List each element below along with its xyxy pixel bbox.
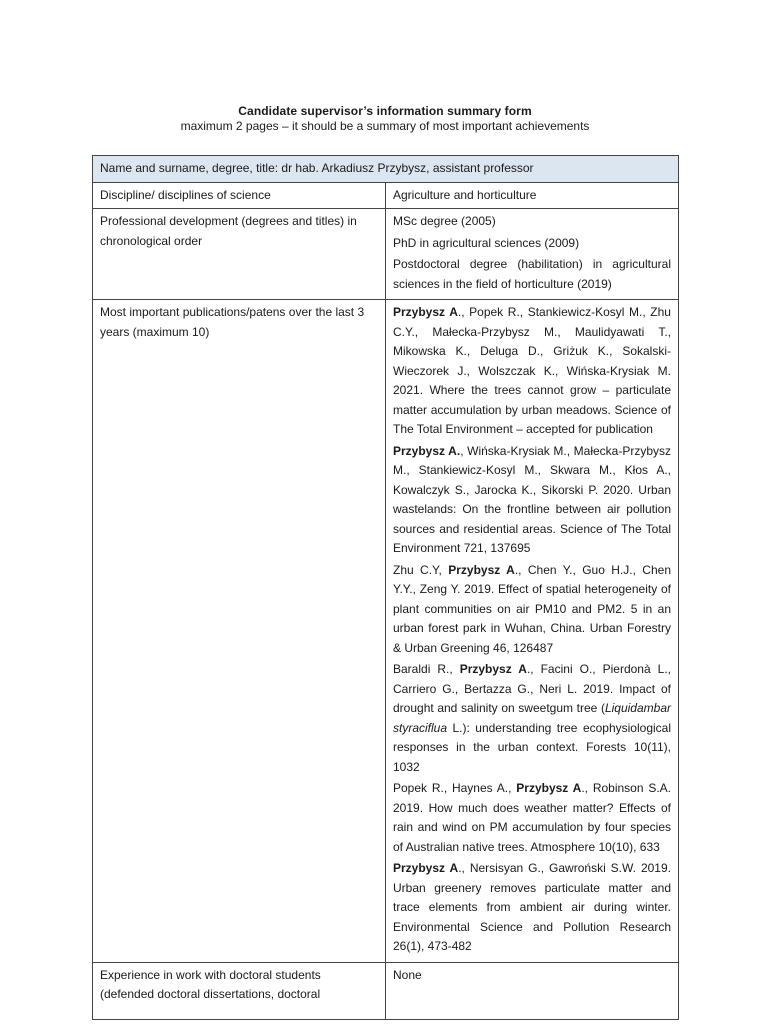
author-highlight: Przybysz A	[393, 305, 458, 319]
author-highlight: Przybysz A	[459, 662, 527, 676]
header-row	[93, 156, 679, 183]
publication-entry: Popek R., Haynes A., Przybysz A., Robinson S.A. 2019. How much does weather matter? Effects of rain and wind on PM accumulation by four species of Australian native trees. Atmosphere 10(10), 633	[393, 781, 671, 854]
document-subtitle: maximum 2 pages – it should be a summary of most important achievements	[180, 119, 590, 133]
discipline-row	[93, 182, 679, 209]
doctoral-row	[93, 962, 679, 1019]
doctoral-label: Experience in work with doctoral students (defended doctoral dissertations, doctoral	[93, 962, 386, 1019]
publications-row	[93, 300, 679, 963]
development-label: Professional development (degrees and titles) in chronological order	[93, 209, 386, 300]
summary-form-table	[92, 155, 679, 1020]
publication-entry: Przybysz A., Nersisyan G., Gawroński S.W. 2019. Urban greenery removes particulate matter and trace elements from ambient air during winter. Environmental Science and Pollution Research 26(1), 473-482	[393, 861, 671, 953]
name-degree-title-cell: Name and surname, degree, title: dr hab. Arkadiusz Przybysz, assistant professor	[93, 156, 679, 183]
discipline-value: Agriculture and horticulture	[386, 182, 679, 209]
development-item: Postdoctoral degree (habilitation) in agricultural sciences in the field of horticulture (2019)	[393, 257, 671, 291]
development-value	[386, 209, 679, 300]
publications-label: Most important publications/patens over the last 3 years (maximum 10)	[93, 300, 386, 963]
document-title: Candidate supervisor’s information summary form	[238, 104, 532, 118]
doctoral-value: None	[386, 962, 679, 1019]
publication-entry: Przybysz A., Wińska-Krysiak M., Małecka-Przybysz M., Stankiewicz-Kosyl M., Skwara M., Kłos A., Kowalczyk S., Jarocka K., Sikorski P. 2020. Urban wastelands: On the frontline between air pollution sources and residential areas. Science of The Total Environment 721, 137695	[393, 443, 672, 555]
development-item: PhD in agricultural sciences (2009)	[393, 235, 580, 250]
title-block	[0, 104, 770, 134]
author-highlight: Przybysz A.	[393, 443, 461, 458]
publications-list	[386, 300, 679, 963]
development-row	[93, 209, 679, 300]
author-highlight: Przybysz A	[516, 781, 582, 795]
author-highlight: Przybysz A	[448, 562, 515, 577]
discipline-label: Discipline/ disciplines of science	[93, 182, 386, 209]
publication-entry: Przybysz A., Popek R., Stankiewicz-Kosyl M., Zhu C.Y., Małecka-Przybysz M., Maulidyawati T., Mikowska K., Deluga D., Griżuk K., Sokalski-Wieczorek J., Wolszczak K., Wińska-Krysiak M. 2021. Where the trees cannot grow – particulate matter accumulation by urban meadows. Science of The Total Environment – accepted for publication	[393, 305, 671, 436]
species-name: Liquidambar styraciflua	[393, 701, 671, 735]
author-highlight: Przybysz A	[393, 861, 459, 875]
development-item: MSc degree (2005)	[393, 214, 496, 228]
publication-entry: Baraldi R., Przybysz A., Facini O., Pierdonà L., Carriero G., Bertazza G., Neri L. 2019. Impact of drought and salinity on sweetgum tree (Liquidambar styraciflua L.): understanding tree ecophysiological responses in the urban context. Forests 10(11), 1032	[393, 662, 671, 774]
publication-entry: Zhu C.Y, Przybysz A., Chen Y., Guo H.J., Chen Y.Y., Zeng Y. 2019. Effect of spatial heterogeneity of plant communities on air PM10 and PM2. 5 in an urban forest park in Wuhan, China. Urban Forestry & Urban Greening 46, 126487	[393, 562, 671, 655]
